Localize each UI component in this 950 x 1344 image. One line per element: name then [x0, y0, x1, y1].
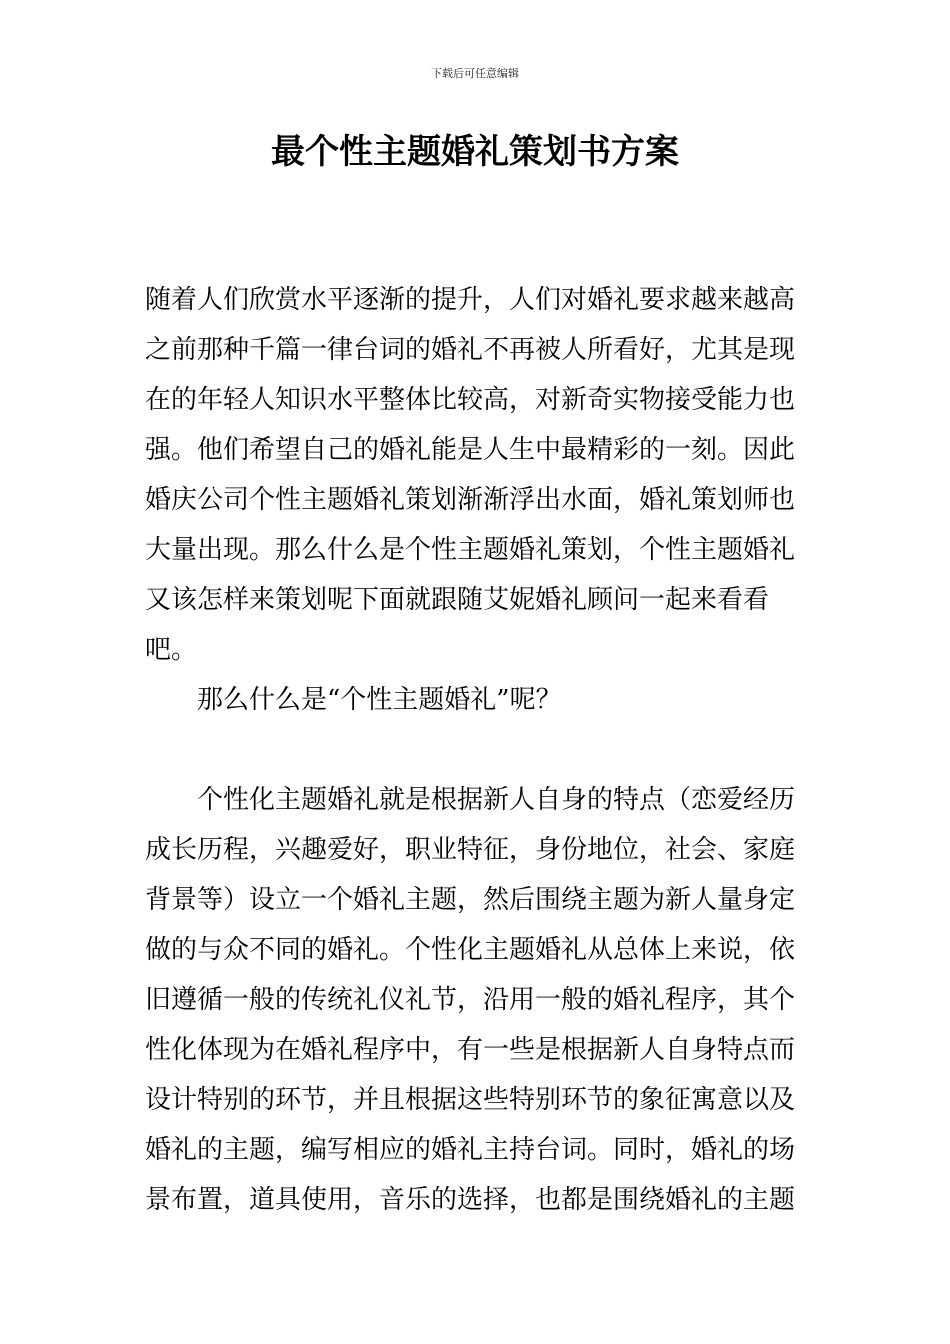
page-header-note: 下载后可任意编辑 — [431, 67, 519, 80]
question-paragraph: 那么什么是“个性主题婚礼”呢？ — [197, 685, 562, 715]
body-paragraph: 个性化主题婚礼就是根据新人自身的特点（恋爱经历成长历程，兴趣爱好，职业特征，身份地位，社会、家庭背景等）设立一个婚礼主题，然后围绕主题为新人量身定做的与众不同的婚礼。个性化主题婚礼从总体上来说，依旧遵循一般的传统礼仪礼节，沿用一般的婚礼程序，其个性化体现为在婚礼程序中，有一些是根据新人自身特点而设计特别的环节，并且根据这些特别环节的象征寓意以及婚礼的主题，编写相应的婚礼主持台词。同时，婚礼的场景布置，道具使用，音乐的选择，也都是围绕婚礼的主题 — [145, 785, 796, 1215]
document-title: 最个性主题婚礼策划书方案 — [271, 132, 679, 172]
intro-paragraph: 随着人们欣赏水平逐渐的提升，人们对婚礼要求越来越高之前那种千篇一律台词的婚礼不再被人所看好，尤其是现在的年轻人知识水平整体比较高，对新奇实物接受能力也强。他们希望自己的婚礼能是人生中最精彩的一刻。因此婚庆公司个性主题婚礼策划渐渐浮出水面，婚礼策划师也大量出现。那么什么是个性主题婚礼策划，个性主题婚礼又该怎样来策划呢下面就跟随艾妮婚礼顾问一起来看看吧。 — [145, 285, 796, 665]
